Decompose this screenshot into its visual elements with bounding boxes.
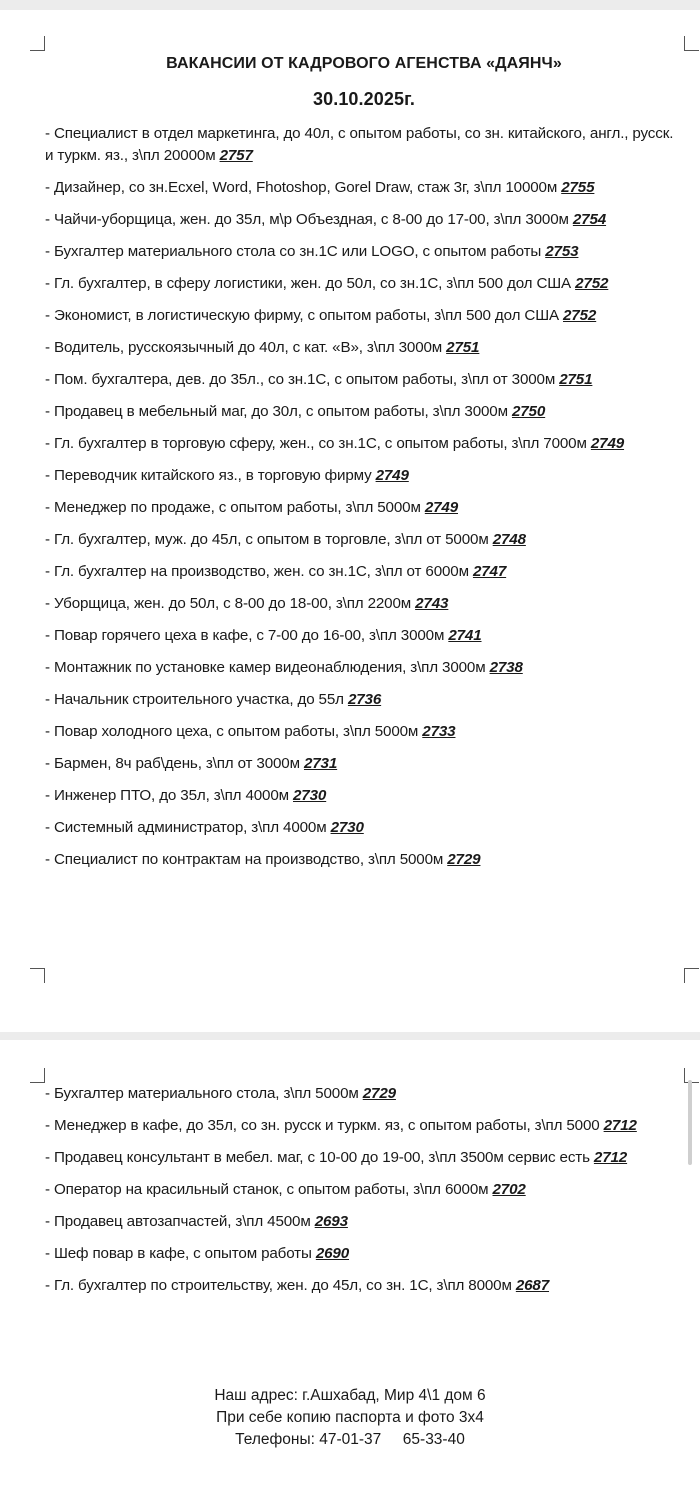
vacancy-item [45, 401, 685, 423]
contact-footer [0, 1385, 700, 1451]
vacancy-item [45, 817, 685, 839]
vacancy-item [45, 465, 685, 487]
vacancy-item [45, 209, 685, 231]
vacancy-text: - Уборщица, жен. до 50л, с 8-00 до 18-00, з\пл 2200м [45, 595, 416, 612]
vacancy-text: - Инженер ПТО, до 35л, з\пл 4000м [45, 787, 294, 804]
page-title: ВАКАНСИИ ОТ КАДРОВОГО АГЕНСТВА «ДАЯНЧ» [166, 55, 562, 72]
vacancy-item [45, 433, 685, 455]
vacancy-text: - Чайчи-уборщица, жен. до 35л, м\р Объездная, с 8-00 до 17-00, з\пл 3000м [45, 211, 573, 228]
vacancy-code: 2757 [219, 147, 253, 164]
vacancy-list-page-2 [45, 1083, 685, 1307]
vacancy-text: - Системный администратор, з\пл 4000м [45, 819, 331, 836]
vacancy-list-page-1 [45, 123, 685, 881]
vacancy-code: 2753 [545, 243, 579, 260]
vacancy-item [45, 721, 685, 743]
vacancy-code: 2752 [575, 275, 609, 292]
vacancy-item [45, 337, 685, 359]
vacancy-code: 2741 [448, 627, 482, 644]
vacancy-item [45, 369, 685, 391]
vacancy-text: - Специалист в отдел маркетинга, до 40л, с опытом работы, со зн. китайского, англ., русск. и туркм. яз., з\пл 20000м [45, 125, 674, 164]
vacancy-item [45, 123, 685, 167]
vacancy-text: - Продавец консультант в мебел. маг, с 10-00 до 19-00, з\пл 3500м сервис есть [45, 1149, 594, 1166]
vacancy-code: 2750 [511, 403, 546, 420]
vacancy-code: 2749 [375, 467, 409, 484]
vacancy-text: - Повар горячего цеха в кафе, с 7-00 до 16-00, з\пл 3000м [45, 627, 449, 644]
vacancy-text: - Бухгалтер материального стола со зн.1С или LOGO, с опытом работы [45, 243, 546, 260]
vacancy-item [45, 689, 685, 711]
vacancy-code: 2693 [314, 1213, 348, 1230]
vacancy-code: 2730 [293, 787, 327, 804]
vacancy-item [45, 561, 685, 583]
vacancy-code: 2748 [492, 531, 526, 548]
vacancy-text: - Специалист по контрактам на производство, з\пл 5000м [45, 851, 448, 868]
vacancy-text: - Монтажник по установке камер видеонаблюдения, з\пл 3000м [45, 659, 490, 676]
vacancy-item [45, 305, 685, 327]
vacancy-code: 2712 [593, 1149, 628, 1166]
vacancy-item [45, 753, 685, 775]
vacancy-text: - Гл. бухгалтер, муж. до 45л, с опытом в торговле, з\пл от 5000м [45, 531, 493, 548]
vacancy-item [45, 241, 685, 263]
vacancy-code: 2730 [330, 819, 364, 836]
vacancy-text: - Бухгалтер материального стола, з\пл 5000м [45, 1085, 363, 1102]
vacancy-code: 2754 [572, 211, 607, 228]
vacancy-code: 2751 [446, 339, 480, 356]
vacancy-item [45, 529, 685, 551]
vacancy-code: 2733 [422, 723, 456, 740]
vacancy-item [45, 1147, 685, 1169]
vacancy-item [45, 1243, 685, 1265]
vacancy-item [45, 1115, 685, 1137]
vacancy-text: - Гл. бухгалтер по строительству, жен. до 45л, со зн. 1С, з\пл 8000м [45, 1277, 516, 1294]
vacancy-text: - Гл. бухгалтер в торговую сферу, жен., со зн.1С, с опытом работы, з\пл 7000м [45, 435, 591, 452]
page-corner-mark [684, 968, 699, 983]
vacancy-item [45, 1211, 685, 1233]
vacancy-item [45, 497, 685, 519]
vacancy-text: - Менеджер в кафе, до 35л, со зн. русск и туркм. яз, с опытом работы, з\пл 5000 [45, 1117, 604, 1134]
vacancy-text: - Водитель, русскоязычный до 40л, с кат. «В», з\пл 3000м [45, 339, 447, 356]
vacancy-code: 2743 [415, 595, 449, 612]
vacancy-code: 2747 [472, 563, 507, 580]
vacancy-code: 2749 [424, 499, 458, 516]
document-date: 30.10.2025г. [313, 89, 415, 109]
vacancy-code: 2751 [559, 371, 593, 388]
documents-line: При себе копию паспорта и фото 3х4 [216, 1409, 484, 1426]
vacancy-text: - Повар холодного цеха, с опытом работы, з\пл 5000м [45, 723, 423, 740]
vacancy-item [45, 849, 685, 871]
phones-line: Телефоны: 47-01-37 65-33-40 [235, 1431, 465, 1448]
page-corner-mark [684, 36, 699, 51]
vacancy-text: - Продавец автозапчастей, з\пл 4500м [45, 1213, 315, 1230]
vacancy-code: 2687 [515, 1277, 550, 1294]
vacancy-code: 2731 [303, 755, 338, 772]
vacancy-text: - Пом. бухгалтера, дев. до 35л., со зн.1С, с опытом работы, з\пл от 3000м [45, 371, 560, 388]
vacancy-code: 2729 [447, 851, 481, 868]
vacancy-item [45, 785, 685, 807]
vacancy-code: 2690 [315, 1245, 350, 1262]
vacancy-text: - Начальник строительного участка, до 55л [45, 691, 348, 708]
vacancy-code: 2738 [489, 659, 523, 676]
page-corner-mark [30, 968, 45, 983]
vacancy-text: - Гл. бухгалтер на производство, жен. со зн.1С, з\пл от 6000м [45, 563, 473, 580]
vacancy-code: 2702 [492, 1181, 526, 1198]
vacancy-code: 2729 [362, 1085, 396, 1102]
vacancy-item [45, 625, 685, 647]
vacancy-text: - Шеф повар в кафе, с опытом работы [45, 1245, 316, 1262]
vacancy-text: - Гл. бухгалтер, в сферу логистики, жен. до 50л, со зн.1С, з\пл 500 дол США [45, 275, 576, 292]
vacancy-item [45, 657, 685, 679]
document-page-1 [0, 10, 700, 1032]
vacancy-item [45, 593, 685, 615]
vacancy-item [45, 273, 685, 295]
vacancy-text: - Бармен, 8ч раб\день, з\пл от 3000м [45, 755, 304, 772]
vacancy-text: - Дизайнер, со зн.Ecxel, Word, Fhotoshop, Gorel Draw, стаж 3г, з\пл 10000м [45, 179, 562, 196]
vacancy-text: - Продавец в мебельный маг, до 30л, с опытом работы, з\пл 3000м [45, 403, 512, 420]
vacancy-code: 2712 [603, 1117, 637, 1134]
vacancy-code: 2752 [563, 307, 597, 324]
page-corner-mark [30, 36, 45, 51]
vacancy-code: 2755 [561, 179, 595, 196]
vacancy-item [45, 1275, 685, 1297]
vacancy-text: - Оператор на красильный станок, с опытом работы, з\пл 6000м [45, 1181, 493, 1198]
scrollbar-thumb[interactable] [688, 1080, 692, 1165]
vacancy-code: 2736 [347, 691, 382, 708]
vacancy-code: 2749 [590, 435, 625, 452]
vacancy-item [45, 1179, 685, 1201]
vacancy-item [45, 1083, 685, 1105]
document-page-2 [0, 1040, 700, 1500]
vacancy-item [45, 177, 685, 199]
vacancy-text: - Переводчик китайского яз., в торговую фирму [45, 467, 376, 484]
vacancy-text: - Экономист, в логистическую фирму, с опытом работы, з\пл 500 дол США [45, 307, 564, 324]
page-corner-mark [30, 1068, 45, 1083]
address-line: Наш адрес: г.Ашхабад, Мир 4\1 дом 6 [214, 1387, 486, 1404]
vacancy-text: - Менеджер по продаже, с опытом работы, з\пл 5000м [45, 499, 425, 516]
